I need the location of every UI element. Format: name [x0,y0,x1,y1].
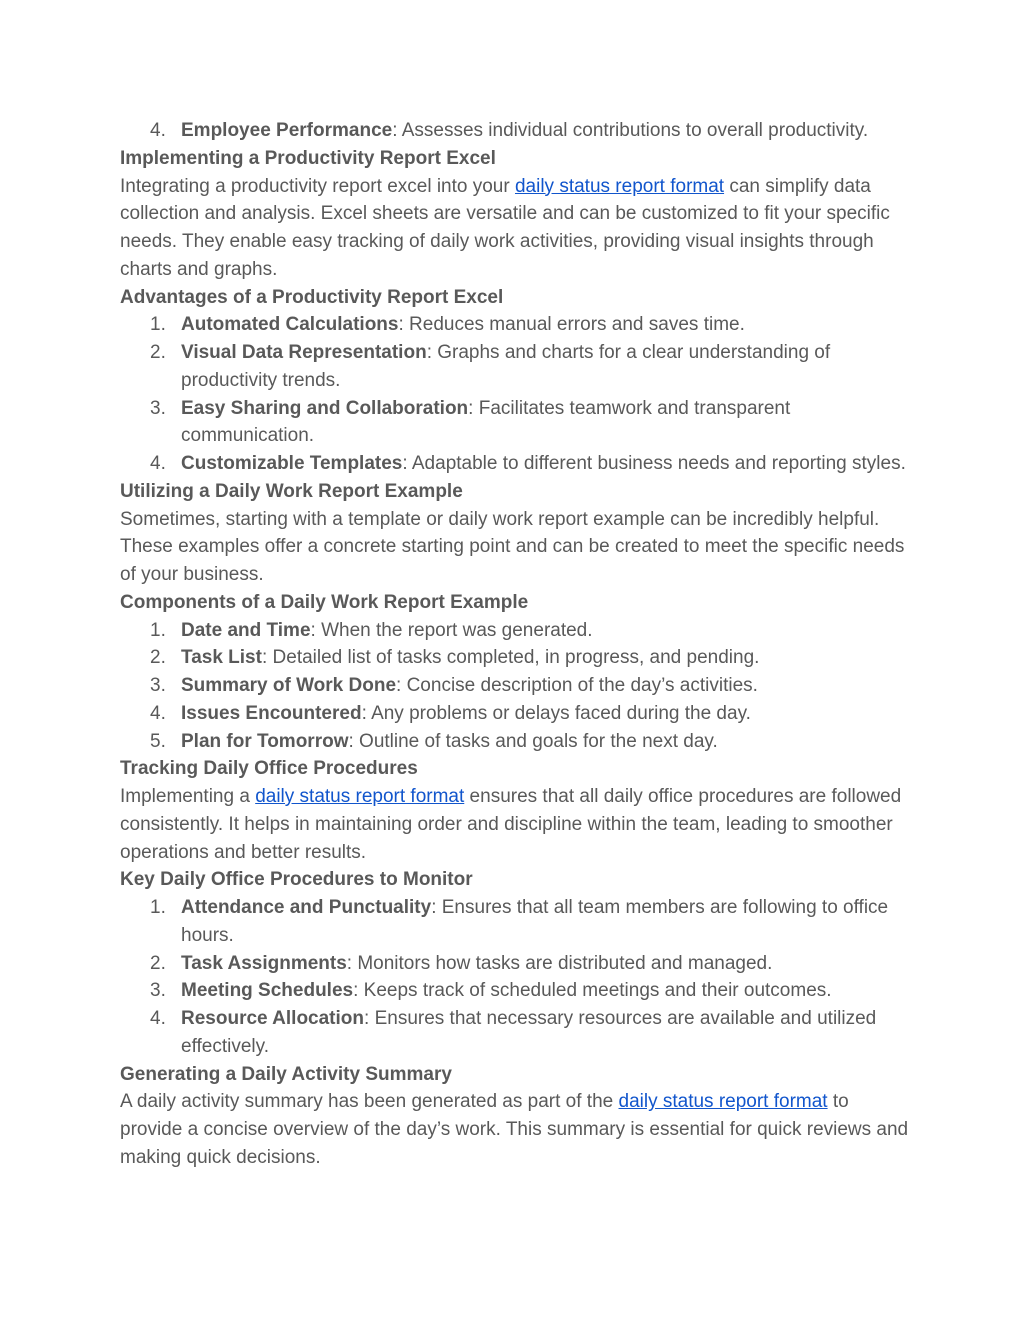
heading-advantages: Advantages of a Productivity Report Excel [120,286,504,308]
list-number: 4. [150,453,166,474]
list-term: Task List [181,647,262,669]
paragraph-text: A daily activity summary has been generated as part of the [120,1091,619,1113]
paragraph-utilizing: Sometimes, starting with a template or daily work report example can be incredibly helpful. These examples offer a concrete starting point and can be created to meet the specific needs of your business. [120,508,905,585]
list-item [120,450,910,478]
paragraph-text: to provide a concise overview of the day’s work. This summary is essential for quick reviews and making quick decisions. [120,1091,909,1168]
list-item [120,977,910,1005]
list-item [120,728,910,756]
list-number: 2. [150,342,166,363]
daily-status-report-link[interactable]: daily status report format [618,1091,828,1113]
list-office-procedures [120,894,910,1061]
heading-components: Components of a Daily Work Report Example [120,591,529,613]
list-term: Easy Sharing and Collaboration [181,397,469,419]
list-item [120,894,910,950]
heading-key-office-procedures: Key Daily Office Procedures to Monitor [120,869,473,891]
list-number: 3. [150,980,166,1002]
list-item [120,950,910,978]
list-term: Customizable Templates [181,453,403,474]
list-number: 4. [150,120,166,141]
list-desc: : Any problems or delays faced during the day. [361,702,751,724]
list-desc: : Facilitates teamwork and transparent communication. [181,397,791,447]
list-number: 3. [150,397,166,419]
list-item [120,117,910,145]
list-desc: : Ensures that necessary resources are available and utilized effectively. [181,1008,877,1057]
list-term: Issues Encountered [181,702,362,724]
list-item [120,700,910,728]
list-term: Task Assignments [181,952,347,974]
paragraph-activity-summary [120,1088,910,1171]
list-desc: : Reduces manual errors and saves time. [398,314,745,336]
list-advantages [120,311,910,478]
list-desc: : Adaptable to different business needs and reporting styles. [402,453,906,474]
heading-implementing-productivity-report: Implementing a Productivity Report Excel [120,147,496,169]
document-page [120,117,910,1172]
list-number: 3. [150,675,166,696]
list-item [120,672,910,700]
list-item [120,644,910,672]
list-term: Summary of Work Done [181,675,397,696]
list-desc: : Keeps track of scheduled meetings and their outcomes. [353,980,832,1002]
list-term: Meeting Schedules [181,980,354,1002]
list-number: 4. [150,702,166,724]
list-number: 5. [150,730,166,752]
list-item [120,311,910,339]
list-components [120,617,910,756]
paragraph-text: ensures that all daily office procedures are followed consistently. It helps in maintaining order and discipline within the team, leading to smoother operations and better results. [120,786,902,863]
paragraph-text: can simplify data collection and analysis. Excel sheets are versatile and can be customized to fit your specific needs. They enable easy tracking of daily work activities, providing visual insights through charts and graphs. [120,175,890,280]
paragraph-text: Implementing a [120,786,256,807]
list-employee-performance [120,117,910,145]
list-term: Plan for Tomorrow [181,730,349,752]
list-term: Employee Performance [181,120,393,141]
list-term: Resource Allocation [181,1008,365,1029]
paragraph-text: Integrating a productivity report excel into your [120,175,515,197]
heading-utilizing-daily-work-report: Utilizing a Daily Work Report Example [120,480,463,502]
daily-status-report-link[interactable]: daily status report format [514,175,725,197]
list-item [120,1005,910,1061]
list-term: Automated Calculations [181,314,399,336]
list-number: 1. [150,314,166,336]
list-desc: : Detailed list of tasks completed, in progress, and pending. [261,647,760,669]
heading-daily-activity-summary: Generating a Daily Activity Summary [120,1063,452,1085]
list-desc: : When the report was generated. [310,619,593,641]
list-number: 2. [150,647,166,669]
list-number: 2. [150,952,166,974]
list-desc: : Ensures that all team members are following to office hours. [181,897,889,946]
daily-status-report-link[interactable]: daily status report format [255,786,465,807]
list-number: 1. [150,897,166,918]
paragraph-tracking [120,783,910,866]
list-term: Date and Time [181,619,311,641]
list-desc: : Assesses individual contributions to overall productivity. [392,120,869,141]
list-desc: : Outline of tasks and goals for the next day. [348,730,718,752]
list-item [120,339,910,395]
list-item [120,617,910,645]
list-desc: : Monitors how tasks are distributed and managed. [346,952,773,974]
list-desc: : Graphs and charts for a clear understanding of productivity trends. [181,342,831,391]
heading-tracking-office-procedures: Tracking Daily Office Procedures [120,758,418,780]
list-number: 4. [150,1008,166,1029]
list-number: 1. [150,619,166,641]
list-term: Visual Data Representation [181,342,427,363]
list-term: Attendance and Punctuality [181,897,432,918]
paragraph-implementing [120,173,910,284]
list-desc: : Concise description of the day’s activities. [396,675,758,696]
list-item [120,395,910,451]
